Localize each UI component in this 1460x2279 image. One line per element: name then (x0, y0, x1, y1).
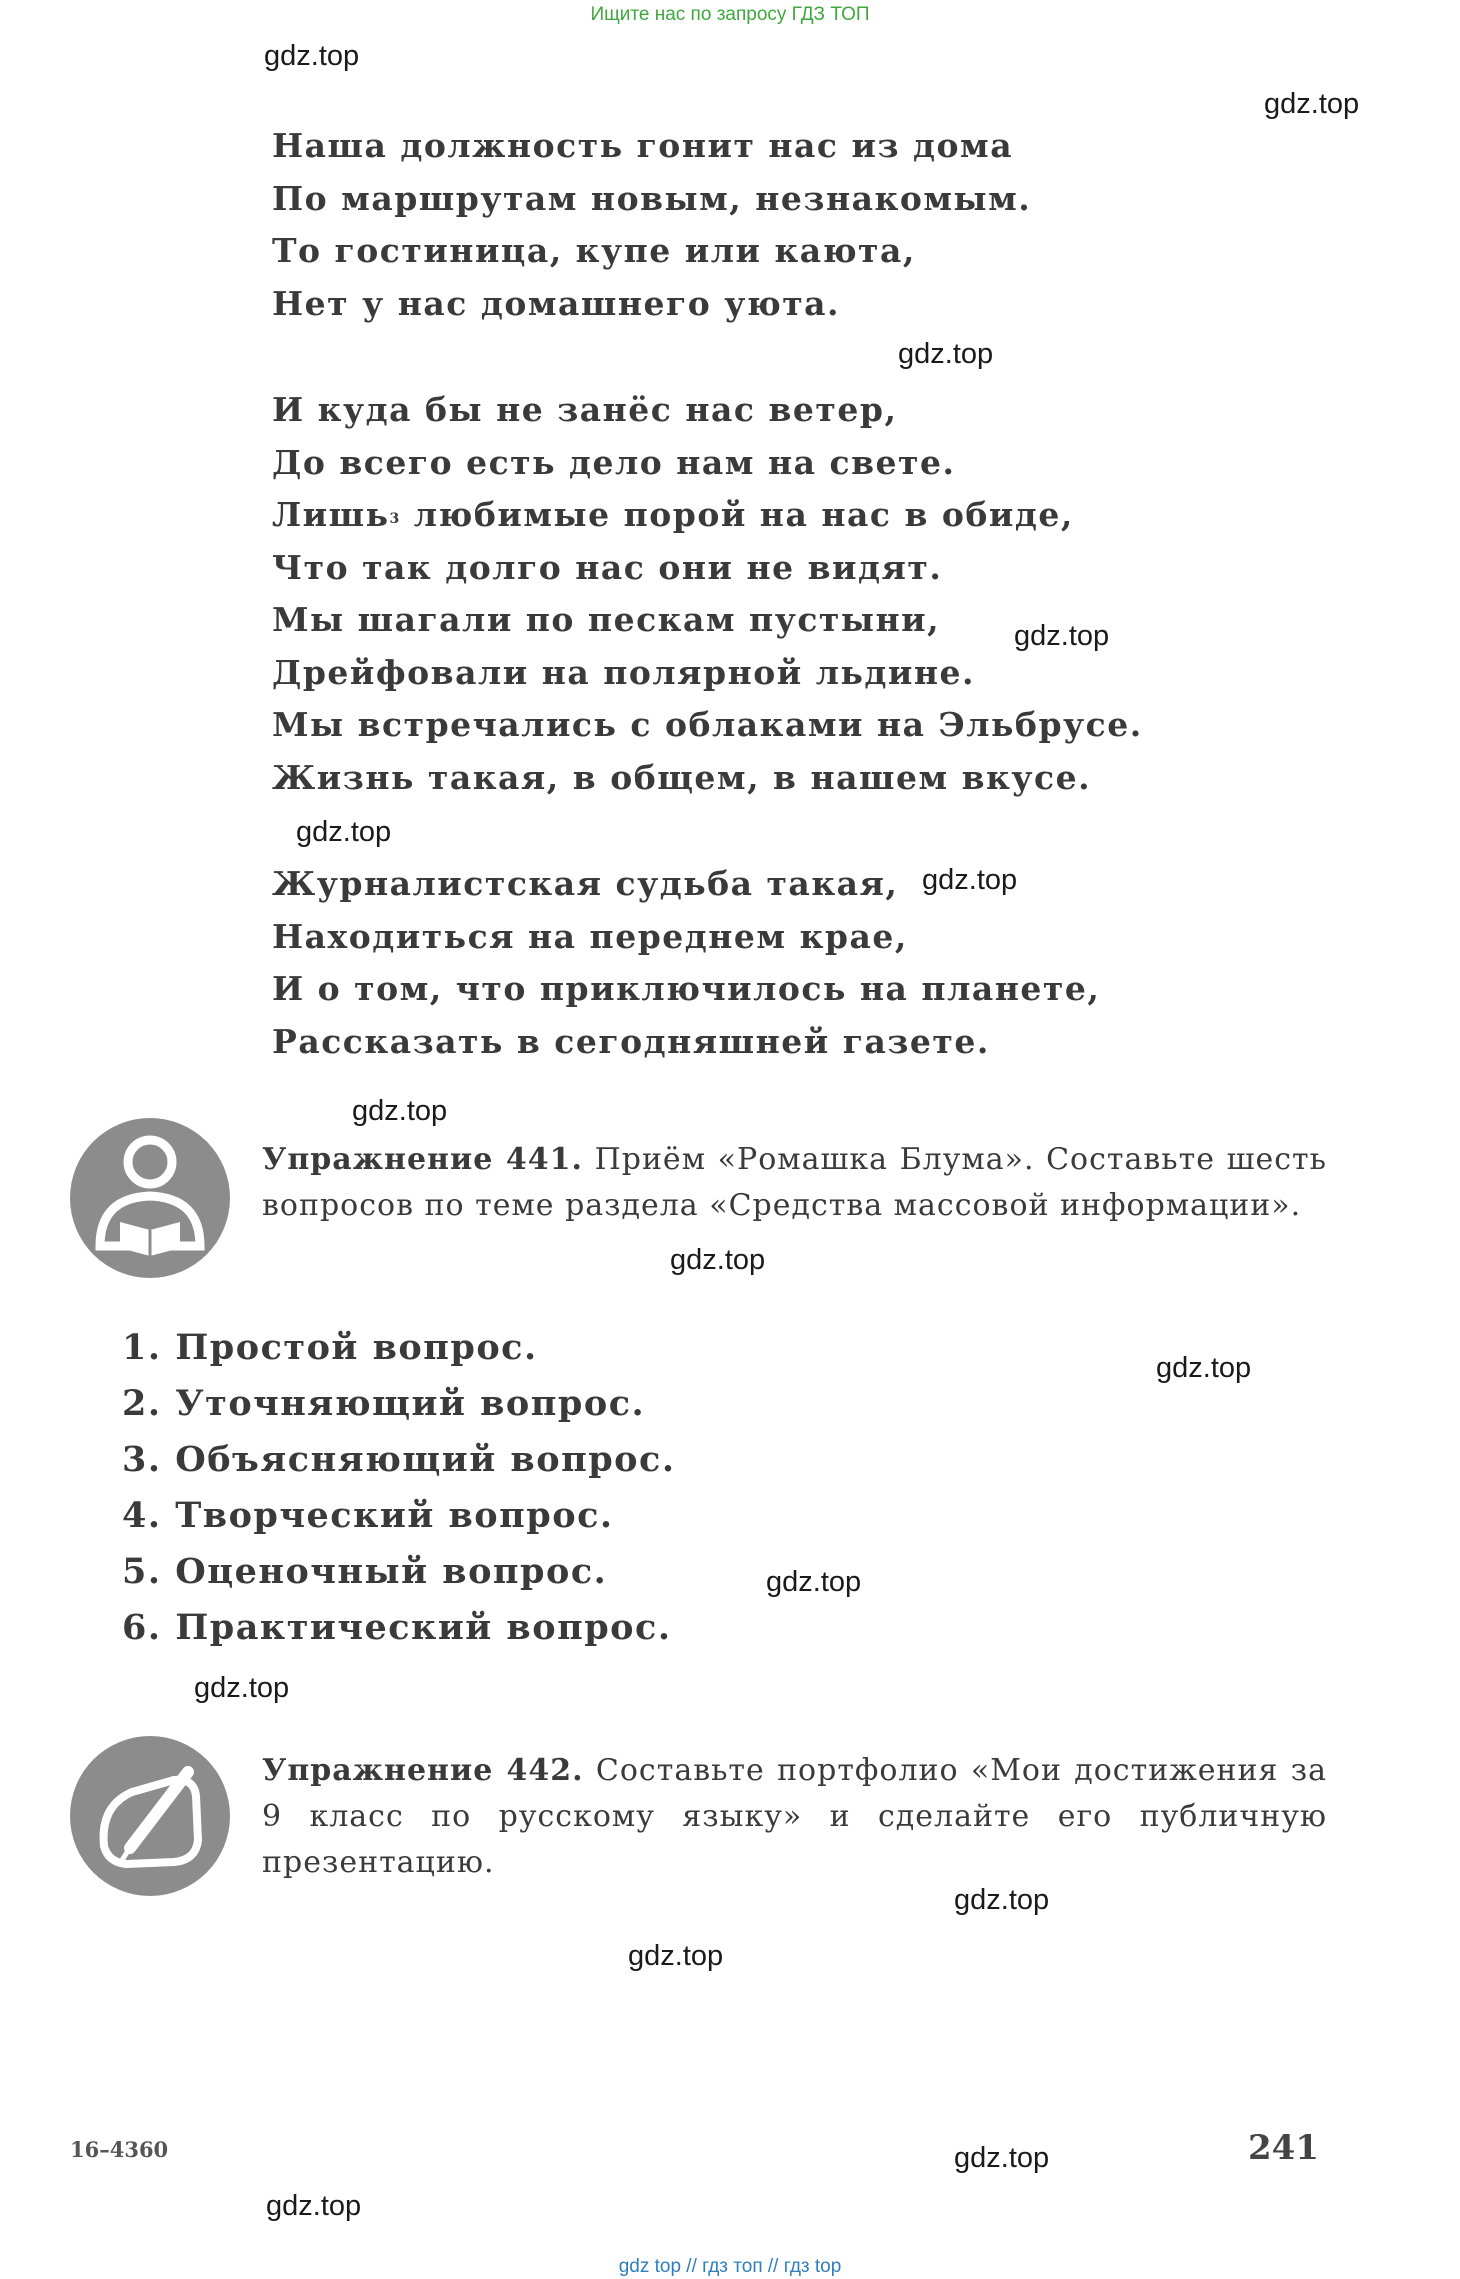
watermark: gdz.top (1156, 1352, 1252, 1384)
exercise-442 (262, 1748, 1327, 1886)
poem-stanza-3 (272, 858, 1100, 1068)
list-item: 4. Творческий вопрос. (122, 1495, 614, 1536)
poem-line-with-footnote (272, 489, 1143, 542)
header-banner[interactable]: Ищите нас по запросу ГДЗ ТОП (590, 4, 870, 25)
exercise-text: Составьте портфолио «Мои достижения за 9 класс по русскому языку» и сделайте его публичную презентацию. (262, 1753, 1328, 1880)
poem-line: До всего есть дело нам на свете. (272, 442, 956, 482)
watermark: gdz.top (296, 816, 392, 848)
poem-line: По маршрутам новым, незнакомым. (272, 178, 1032, 218)
watermark: gdz.top (1264, 88, 1360, 120)
list-item: 3. Объясняющий вопрос. (122, 1439, 676, 1480)
page-number: 241 (1248, 2128, 1319, 2168)
watermark: gdz.top (954, 2142, 1050, 2174)
poem-line: И куда бы не занёс нас ветер, (272, 390, 898, 429)
list-item: 2. Уточняющий вопрос. (122, 1383, 646, 1424)
watermark: gdz.top (766, 1566, 862, 1598)
poem-stanza-1 (272, 120, 1031, 330)
footer-banner[interactable]: gdz top // гдз топ // гдз top (618, 2256, 842, 2277)
poem-line: Что так долго нас они не видят. (272, 547, 943, 587)
reading-person-icon (70, 1118, 230, 1278)
poem-line: Дрейфовали на полярной льдине. (272, 652, 976, 692)
poem-line: И о том, что приключилось на планете, (272, 969, 1101, 1008)
poem-stanza-2 (272, 384, 1143, 804)
exercise-441 (262, 1137, 1327, 1229)
watermark: gdz.top (264, 40, 360, 72)
exercise-title: Упражнение 441. (262, 1142, 583, 1177)
poem-line: Находиться на переднем крае, (272, 916, 908, 956)
watermark: gdz.top (898, 338, 994, 370)
exercise-title: Упражнение 442. (262, 1753, 584, 1788)
poem-line-start: Лишь (272, 495, 390, 534)
poem-line: Мы шагали по пескам пустыни, (272, 600, 941, 639)
question-list (122, 1320, 676, 1656)
poem-line-rest: любимые порой на нас в обиде, (400, 495, 1074, 534)
poem-line: Рассказать в сегодняшней газете. (272, 1021, 990, 1061)
watermark: gdz.top (352, 1095, 448, 1127)
writing-hand-icon (70, 1736, 230, 1896)
poem-line: То гостиница, купе или каюта, (272, 231, 916, 270)
list-item: 6. Практический вопрос. (122, 1607, 672, 1648)
watermark: gdz.top (1014, 620, 1110, 652)
list-item: 1. Простой вопрос. (122, 1327, 538, 1368)
watermark: gdz.top (628, 1940, 724, 1972)
footnote-mark[interactable]: 3 (389, 511, 401, 527)
poem-line: Журналистская судьба такая, (272, 864, 899, 903)
poem-line: Нет у нас домашнего уюта. (272, 283, 841, 323)
poem-line: Жизнь такая, в общем, в нашем вкусе. (272, 757, 1092, 797)
watermark: gdz.top (266, 2190, 362, 2222)
watermark: gdz.top (194, 1672, 290, 1704)
print-code: 16–4360 (70, 2137, 169, 2162)
watermark: gdz.top (922, 864, 1018, 896)
poem-line: Мы встречались с облаками на Эльбрусе. (272, 705, 1143, 744)
poem-line: Наша должность гонит нас из дома (272, 126, 1014, 165)
watermark: gdz.top (670, 1244, 766, 1276)
watermark: gdz.top (954, 1884, 1050, 1916)
exercise-text: Приём «Ромашка Блума». Составьте шесть вопросов по теме раздела «Средства массовой информации». (262, 1142, 1327, 1223)
list-item: 5. Оценочный вопрос. (122, 1551, 608, 1592)
